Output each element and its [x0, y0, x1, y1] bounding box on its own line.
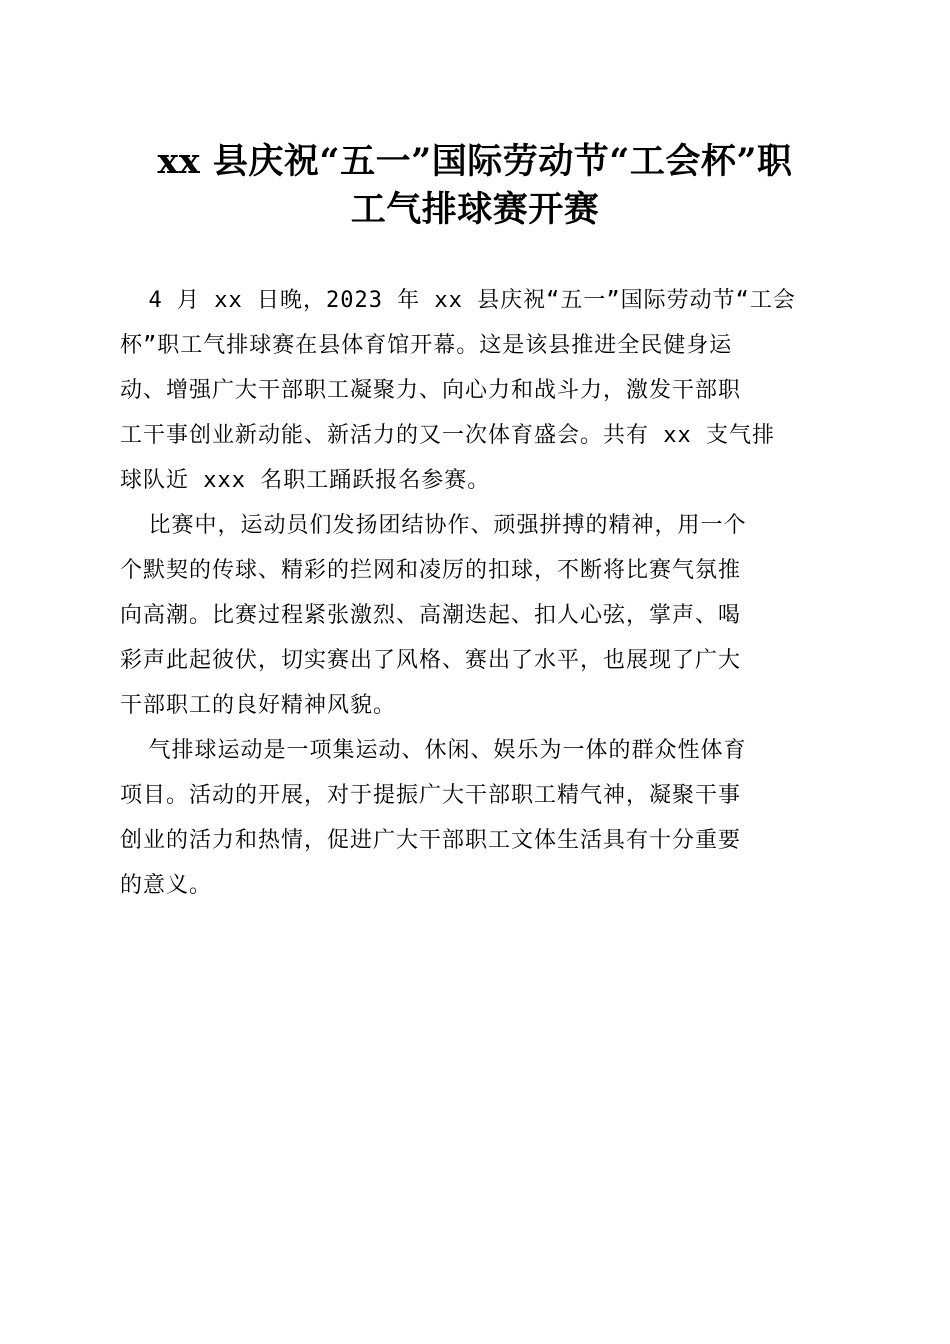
document-title — [100, 138, 850, 234]
paragraph-line: 个默契的传球、精彩的拦网和凌厉的扣球，不断将比赛气氛推 — [120, 558, 742, 583]
paragraph-3 — [120, 728, 830, 908]
paragraph-line: 向高潮。比赛过程紧张激烈、高潮迭起、扣人心弦，掌声、喝 — [120, 603, 742, 628]
paragraph-line: 工干事创业新动能、新活力的又一次体育盛会。共有 xx 支气排 — [120, 423, 775, 448]
document-body — [120, 278, 830, 908]
paragraph-line: 气排球运动是一项集运动、休闲、娱乐为一体的群众性体育 — [120, 738, 747, 763]
paragraph-1 — [120, 278, 830, 503]
paragraph-line: 球队近 xxx 名职工踊跃报名参赛。 — [120, 468, 491, 493]
paragraph-line: 干部职工的良好精神风貌。 — [120, 693, 397, 718]
paragraph-line: 动、增强广大干部职工凝聚力、向心力和战斗力，激发干部职 — [120, 378, 742, 403]
paragraph-line: 彩声此起彼伏，切实赛出了风格、赛出了水平，也展现了广大 — [120, 648, 742, 673]
paragraph-line: 比赛中，运动员们发扬团结协作、顽强拼搏的精神，用一个 — [120, 513, 747, 538]
paragraph-2 — [120, 503, 830, 728]
paragraph-line: 4 月 xx 日晚，2023 年 xx 县庆祝“五一”国际劳动节“工会 — [120, 288, 796, 313]
title-line-2: 工气排球赛开赛 — [350, 189, 600, 230]
title-line-1: xx 县庆祝“五一”国际劳动节“工会杯”职 — [157, 141, 793, 182]
paragraph-line: 杯”职工气排球赛在县体育馆开幕。这是该县推进全民健身运 — [120, 333, 733, 358]
paragraph-line: 项目。活动的开展，对于提振广大干部职工精气神，凝聚干事 — [120, 783, 742, 808]
paragraph-line: 的意义。 — [120, 873, 213, 898]
paragraph-line: 创业的活力和热情，促进广大干部职工文体生活具有十分重要 — [120, 828, 742, 853]
